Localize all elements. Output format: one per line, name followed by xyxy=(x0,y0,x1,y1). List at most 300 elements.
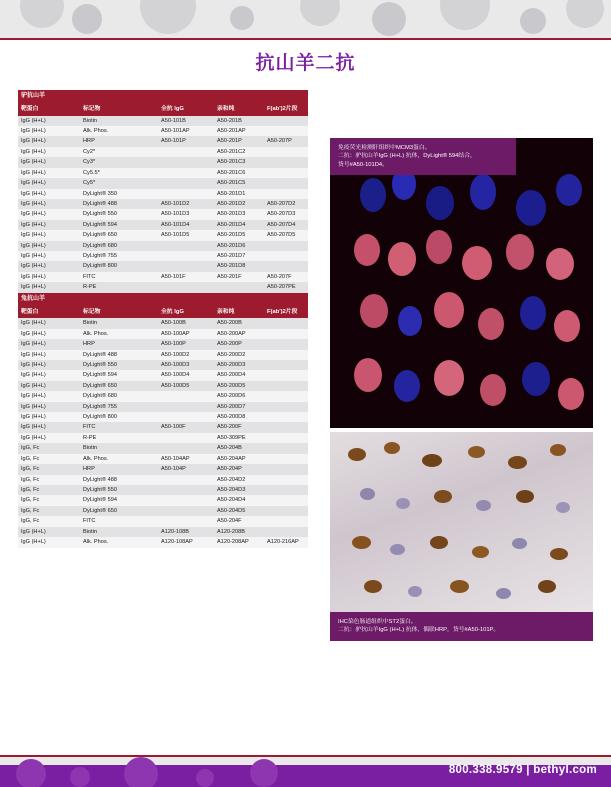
table-cell: A50-207D5 xyxy=(264,230,308,240)
counterstained-cell xyxy=(476,500,491,511)
table-cell: A120-208B xyxy=(214,527,264,537)
decorative-blob xyxy=(372,2,406,36)
decorative-blob xyxy=(230,6,254,30)
footer-contact: 800.338.9579 | bethyl.com xyxy=(448,764,597,776)
table-cell: A120-108B xyxy=(158,527,214,537)
table-cell: DyLight® 594 xyxy=(80,370,158,380)
dab-stained-cell xyxy=(538,580,556,593)
table-cell: FITC xyxy=(80,422,158,432)
table-cell: DyLight® 550 xyxy=(80,360,158,370)
table-cell: IgG (H+L) xyxy=(18,282,80,292)
table-row xyxy=(18,272,308,282)
table-cell: A50-204D3 xyxy=(214,485,264,495)
table-cell: A50-207D4 xyxy=(264,220,308,230)
table-cell: A50-200D3 xyxy=(214,360,264,370)
nucleus-blob xyxy=(556,174,582,206)
dab-stained-cell xyxy=(516,490,534,503)
table-row xyxy=(18,282,308,292)
table-cell: IgG, Fc xyxy=(18,506,80,516)
table-cell xyxy=(158,178,214,188)
table-cell: A50-201D2 xyxy=(214,199,264,209)
table-cell: A50-201D7 xyxy=(214,251,264,261)
stained-nucleus-blob xyxy=(554,310,580,342)
footer-rule xyxy=(0,755,611,757)
table-cell: IgG (H+L) xyxy=(18,251,80,261)
table-row xyxy=(18,209,308,219)
table-cell: HRP xyxy=(80,339,158,349)
table-row xyxy=(18,464,308,474)
table-cell: A50-100P xyxy=(158,339,214,349)
table-row xyxy=(18,339,308,349)
table-cell: A50-100AP xyxy=(158,329,214,339)
table-cell: A50-204B xyxy=(214,443,264,453)
table-cell xyxy=(158,495,214,505)
table-cell: IgG, Fc xyxy=(18,443,80,453)
table-cell: IgG (H+L) xyxy=(18,329,80,339)
table-row xyxy=(18,506,308,516)
decorative-blob xyxy=(72,4,102,34)
counterstained-cell xyxy=(496,588,511,599)
table-cell: A50-200P xyxy=(214,339,264,349)
table-cell xyxy=(158,261,214,271)
table-cell: A50-207D2 xyxy=(264,199,308,209)
table-cell: IgG (H+L) xyxy=(18,126,80,136)
table-cell: A50-207P xyxy=(264,136,308,146)
table-cell xyxy=(264,381,308,391)
table-cell xyxy=(264,241,308,251)
table-cell: A50-101D3 xyxy=(158,209,214,219)
table-cell xyxy=(158,402,214,412)
table-row xyxy=(18,516,308,526)
counterstained-cell xyxy=(556,502,570,513)
table-cell xyxy=(158,282,214,292)
table-cell: A120-108AP xyxy=(158,537,214,547)
decorative-blob xyxy=(20,0,64,28)
page-title: 抗山羊二抗 xyxy=(255,53,356,74)
dab-stained-cell xyxy=(550,444,566,456)
table-cell xyxy=(158,475,214,485)
stained-nucleus-blob xyxy=(354,358,382,392)
table-column-header: F(ab')2片段 xyxy=(264,306,308,319)
table-cell: A50-201D1 xyxy=(214,189,264,199)
table-cell: IgG (H+L) xyxy=(18,189,80,199)
table-cell xyxy=(264,443,308,453)
table-cell xyxy=(158,443,214,453)
table-row xyxy=(18,199,308,209)
table-cell: DyLight® 488 xyxy=(80,199,158,209)
table-cell: A50-201C5 xyxy=(214,178,264,188)
stained-nucleus-blob xyxy=(426,230,452,264)
table-cell: A50-309PE xyxy=(214,433,264,443)
table-cell xyxy=(264,116,308,126)
table-cell: IgG, Fc xyxy=(18,454,80,464)
counterstained-cell xyxy=(360,488,375,500)
table-cell: A50-101F xyxy=(158,272,214,282)
table-cell: IgG (H+L) xyxy=(18,230,80,240)
table-column-header: 靶蛋白 xyxy=(18,306,80,319)
table-cell: R-PE xyxy=(80,433,158,443)
table-cell: DyLight® 550 xyxy=(80,485,158,495)
table-cell: DyLight® 488 xyxy=(80,475,158,485)
table-cell: IgG (H+L) xyxy=(18,370,80,380)
table-row xyxy=(18,178,308,188)
dab-stained-cell xyxy=(508,456,527,469)
decorative-blob xyxy=(300,0,340,26)
ihc-caption-line2: 二抗：驴抗山羊IgG (H+L) 抗体，偶联HRP，货号#A50-101P。 xyxy=(338,627,500,634)
table-cell: Alk. Phos. xyxy=(80,329,158,339)
table-cell xyxy=(264,391,308,401)
table-cell: IgG (H+L) xyxy=(18,381,80,391)
table-cell xyxy=(158,391,214,401)
stained-nucleus-blob xyxy=(546,248,574,280)
table-cell xyxy=(158,251,214,261)
table-cell: A50-201C2 xyxy=(214,147,264,157)
table-cell: IgG (H+L) xyxy=(18,261,80,271)
table-cell: IgG (H+L) xyxy=(18,157,80,167)
table-cell: DyLight® 650 xyxy=(80,506,158,516)
table-cell: A50-100D4 xyxy=(158,370,214,380)
table-cell: DyLight® 650 xyxy=(80,230,158,240)
table-cell xyxy=(264,475,308,485)
table-cell: DyLight® 350 xyxy=(80,189,158,199)
table-cell: DyLight® 800 xyxy=(80,261,158,271)
table-cell: IgG, Fc xyxy=(18,464,80,474)
table-cell: IgG (H+L) xyxy=(18,116,80,126)
table-cell: IgG (H+L) xyxy=(18,178,80,188)
table-cell xyxy=(264,412,308,422)
if-caption-line1: 免疫荧光检测肝组织中MCM3蛋白。 xyxy=(338,145,431,151)
table-cell xyxy=(264,318,308,328)
table-column-header: 亲和纯 xyxy=(214,103,264,116)
table-cell xyxy=(264,516,308,526)
dab-stained-cell xyxy=(422,454,442,467)
table-cell xyxy=(264,527,308,537)
table-cell: IgG (H+L) xyxy=(18,422,80,432)
decorative-blob xyxy=(440,0,490,30)
table-row xyxy=(18,422,308,432)
table-section-header xyxy=(18,293,308,306)
table-cell: IgG (H+L) xyxy=(18,209,80,219)
ihc-image xyxy=(330,432,593,612)
counterstained-cell xyxy=(512,538,527,549)
table-cell xyxy=(264,506,308,516)
table-row xyxy=(18,360,308,370)
table-cell: DyLight® 550 xyxy=(80,209,158,219)
table-section-title: 驴抗山羊 xyxy=(18,90,308,103)
table-cell: A50-101D4 xyxy=(158,220,214,230)
table-cell xyxy=(264,454,308,464)
table-cell: DyLight® 800 xyxy=(80,412,158,422)
table-cell: A50-201C3 xyxy=(214,157,264,167)
nucleus-blob xyxy=(470,174,496,210)
table-cell: A50-101P xyxy=(158,136,214,146)
nucleus-blob xyxy=(520,296,546,330)
table-cell: A50-201D4 xyxy=(214,220,264,230)
stained-nucleus-blob xyxy=(388,242,416,276)
table-cell: A50-204F xyxy=(214,516,264,526)
table-cell: A50-200D8 xyxy=(214,412,264,422)
table-cell: A50-201P xyxy=(214,136,264,146)
table-cell: A50-201D3 xyxy=(214,209,264,219)
table-cell: Cy3* xyxy=(80,157,158,167)
table-cell: A50-200B xyxy=(214,318,264,328)
table-column-header: 全抗 IgG xyxy=(158,306,214,319)
table-cell xyxy=(264,402,308,412)
table-cell: A50-200AP xyxy=(214,329,264,339)
table-cell: IgG (H+L) xyxy=(18,350,80,360)
dab-stained-cell xyxy=(472,546,489,558)
table-cell: A50-101B xyxy=(158,116,214,126)
dab-stained-cell xyxy=(364,580,382,593)
table-column-header-row xyxy=(18,306,308,319)
table-row xyxy=(18,433,308,443)
table-row xyxy=(18,391,308,401)
table-row xyxy=(18,412,308,422)
table-cell xyxy=(264,168,308,178)
table-cell xyxy=(158,157,214,167)
table-cell: FITC xyxy=(80,516,158,526)
table-column-header: 靶蛋白 xyxy=(18,103,80,116)
table-cell xyxy=(264,147,308,157)
table-cell: DyLight® 680 xyxy=(80,391,158,401)
table-cell: IgG (H+L) xyxy=(18,402,80,412)
product-table xyxy=(18,90,308,548)
table-cell: A50-100D2 xyxy=(158,350,214,360)
table-cell: A50-207F xyxy=(264,272,308,282)
table-cell xyxy=(264,350,308,360)
table-row xyxy=(18,402,308,412)
table-cell: IgG (H+L) xyxy=(18,241,80,251)
table-cell: HRP xyxy=(80,464,158,474)
table-cell: DyLight® 755 xyxy=(80,251,158,261)
table-cell: A50-100D3 xyxy=(158,360,214,370)
table-cell xyxy=(158,189,214,199)
nucleus-blob xyxy=(426,186,454,220)
table-cell xyxy=(264,422,308,432)
table-row xyxy=(18,157,308,167)
table-cell: FITC xyxy=(80,272,158,282)
counterstained-cell xyxy=(390,544,405,555)
table-row xyxy=(18,241,308,251)
table-cell: Cy2* xyxy=(80,147,158,157)
immunofluorescence-image xyxy=(330,138,593,428)
table-cell xyxy=(158,485,214,495)
if-caption-line2: 二抗：驴抗山羊IgG (H+L) 抗体，DyLight® 594结合， xyxy=(338,153,476,160)
table-cell: Biotin xyxy=(80,527,158,537)
table-cell: A50-207PE xyxy=(264,282,308,292)
table-row xyxy=(18,350,308,360)
table-cell: DyLight® 650 xyxy=(80,381,158,391)
decorative-blob xyxy=(250,759,278,787)
table-cell xyxy=(264,370,308,380)
table-cell: A50-101D5 xyxy=(158,230,214,240)
table-cell: Biotin xyxy=(80,116,158,126)
ihc-caption xyxy=(330,612,593,641)
table-cell: DyLight® 594 xyxy=(80,495,158,505)
table-cell: Alk. Phos. xyxy=(80,454,158,464)
table-cell: A50-104AP xyxy=(158,454,214,464)
table-cell: A120-208AP xyxy=(214,537,264,547)
table-cell xyxy=(264,189,308,199)
table-cell: IgG (H+L) xyxy=(18,147,80,157)
stained-nucleus-blob xyxy=(354,234,380,266)
dab-stained-cell xyxy=(434,490,452,503)
table-cell: Cy5.5* xyxy=(80,168,158,178)
table-cell xyxy=(264,261,308,271)
table-cell: IgG (H+L) xyxy=(18,199,80,209)
table-column-header: 全抗 IgG xyxy=(158,103,214,116)
table-cell xyxy=(264,126,308,136)
table-cell: Biotin xyxy=(80,443,158,453)
table-cell: A50-201D6 xyxy=(214,241,264,251)
nucleus-blob xyxy=(398,306,422,336)
table-cell: R-PE xyxy=(80,282,158,292)
table-cell xyxy=(264,157,308,167)
table-cell xyxy=(158,168,214,178)
table-cell: A50-201D8 xyxy=(214,261,264,271)
stained-nucleus-blob xyxy=(558,378,584,410)
table-cell: IgG (H+L) xyxy=(18,537,80,547)
table-cell xyxy=(214,282,264,292)
table-row xyxy=(18,251,308,261)
table-cell: A50-100B xyxy=(158,318,214,328)
table-cell: A50-100D5 xyxy=(158,381,214,391)
table-cell: IgG (H+L) xyxy=(18,527,80,537)
table-cell: A50-200D5 xyxy=(214,381,264,391)
table-cell: IgG (H+L) xyxy=(18,220,80,230)
stained-nucleus-blob xyxy=(434,360,464,396)
table-cell: A50-204AP xyxy=(214,454,264,464)
table-cell: A50-104P xyxy=(158,464,214,474)
dab-stained-cell xyxy=(550,548,568,560)
table-cell xyxy=(264,251,308,261)
ihc-caption-line1: IHC染色肠道组织中ST2蛋白。 xyxy=(338,619,417,625)
table-cell xyxy=(158,147,214,157)
table-row xyxy=(18,443,308,453)
table-row xyxy=(18,329,308,339)
stained-nucleus-blob xyxy=(478,308,504,340)
table-cell: A50-204D5 xyxy=(214,506,264,516)
table-column-header: 标记物 xyxy=(80,103,158,116)
table-cell: Alk. Phos. xyxy=(80,537,158,547)
dab-stained-cell xyxy=(468,446,485,458)
table-cell: A50-204P xyxy=(214,464,264,474)
table-cell: IgG (H+L) xyxy=(18,360,80,370)
table-row xyxy=(18,495,308,505)
table-cell: IgG (H+L) xyxy=(18,318,80,328)
table-cell xyxy=(264,360,308,370)
table-cell: A50-201D5 xyxy=(214,230,264,240)
table-cell: A50-200D6 xyxy=(214,391,264,401)
table-cell xyxy=(264,339,308,349)
table-cell xyxy=(158,506,214,516)
stained-nucleus-blob xyxy=(462,246,492,280)
table-cell xyxy=(158,412,214,422)
table-row xyxy=(18,136,308,146)
table-cell: A50-201C6 xyxy=(214,168,264,178)
table-cell: IgG, Fc xyxy=(18,516,80,526)
table-cell xyxy=(264,433,308,443)
table-cell: Alk. Phos. xyxy=(80,126,158,136)
table-column-header: 标记物 xyxy=(80,306,158,319)
dab-stained-cell xyxy=(352,536,371,549)
table-cell: IgG, Fc xyxy=(18,475,80,485)
table-cell xyxy=(264,485,308,495)
table-cell xyxy=(158,433,214,443)
counterstained-cell xyxy=(408,586,422,597)
table-cell: DyLight® 755 xyxy=(80,402,158,412)
table-cell: A50-200F xyxy=(214,422,264,432)
table-cell: IgG (H+L) xyxy=(18,272,80,282)
stained-nucleus-blob xyxy=(506,234,534,270)
nucleus-blob xyxy=(516,190,546,226)
decorative-blob xyxy=(566,0,604,28)
table-cell: DyLight® 594 xyxy=(80,220,158,230)
table-row xyxy=(18,475,308,485)
table-cell: IgG (H+L) xyxy=(18,339,80,349)
dab-stained-cell xyxy=(348,448,366,461)
table-cell xyxy=(264,178,308,188)
stained-nucleus-blob xyxy=(480,374,506,406)
table-cell: IgG (H+L) xyxy=(18,412,80,422)
table-row xyxy=(18,189,308,199)
table-cell: IgG (H+L) xyxy=(18,136,80,146)
stained-nucleus-blob xyxy=(360,294,388,328)
counterstained-cell xyxy=(396,498,410,509)
table-cell: A50-201F xyxy=(214,272,264,282)
table-cell: IgG (H+L) xyxy=(18,168,80,178)
decorative-blob xyxy=(16,759,46,787)
table-cell: DyLight® 680 xyxy=(80,241,158,251)
table-cell: A50-100F xyxy=(158,422,214,432)
if-caption-line3: 货号#A50-101D4。 xyxy=(338,161,388,168)
table-row xyxy=(18,454,308,464)
table-cell: A50-101AP xyxy=(158,126,214,136)
page-footer xyxy=(0,755,611,787)
decorative-blob xyxy=(196,769,214,787)
table-cell: A50-204D2 xyxy=(214,475,264,485)
table-section-title: 兔抗山羊 xyxy=(18,293,308,306)
table-row xyxy=(18,230,308,240)
nucleus-blob xyxy=(360,178,386,212)
table-cell: A50-201AP xyxy=(214,126,264,136)
table-cell xyxy=(158,516,214,526)
product-table-container xyxy=(18,90,308,548)
table-cell: A50-200D7 xyxy=(214,402,264,412)
dab-stained-cell xyxy=(430,536,448,549)
table-column-header: F(ab')2片段 xyxy=(264,103,308,116)
dab-stained-cell xyxy=(384,442,400,454)
table-cell: HRP xyxy=(80,136,158,146)
table-row xyxy=(18,318,308,328)
table-section-header xyxy=(18,90,308,103)
if-caption xyxy=(330,138,516,175)
table-row xyxy=(18,381,308,391)
table-row xyxy=(18,126,308,136)
table-cell xyxy=(158,241,214,251)
decorative-blob xyxy=(70,767,90,787)
table-row xyxy=(18,168,308,178)
table-cell xyxy=(264,495,308,505)
table-row xyxy=(18,220,308,230)
nucleus-blob xyxy=(522,362,550,396)
decorative-blob xyxy=(140,0,196,34)
table-cell: A50-200D4 xyxy=(214,370,264,380)
table-row xyxy=(18,370,308,380)
table-cell: A120-216AP xyxy=(264,537,308,547)
table-column-header: 亲和纯 xyxy=(214,306,264,319)
table-cell: A50-201B xyxy=(214,116,264,126)
